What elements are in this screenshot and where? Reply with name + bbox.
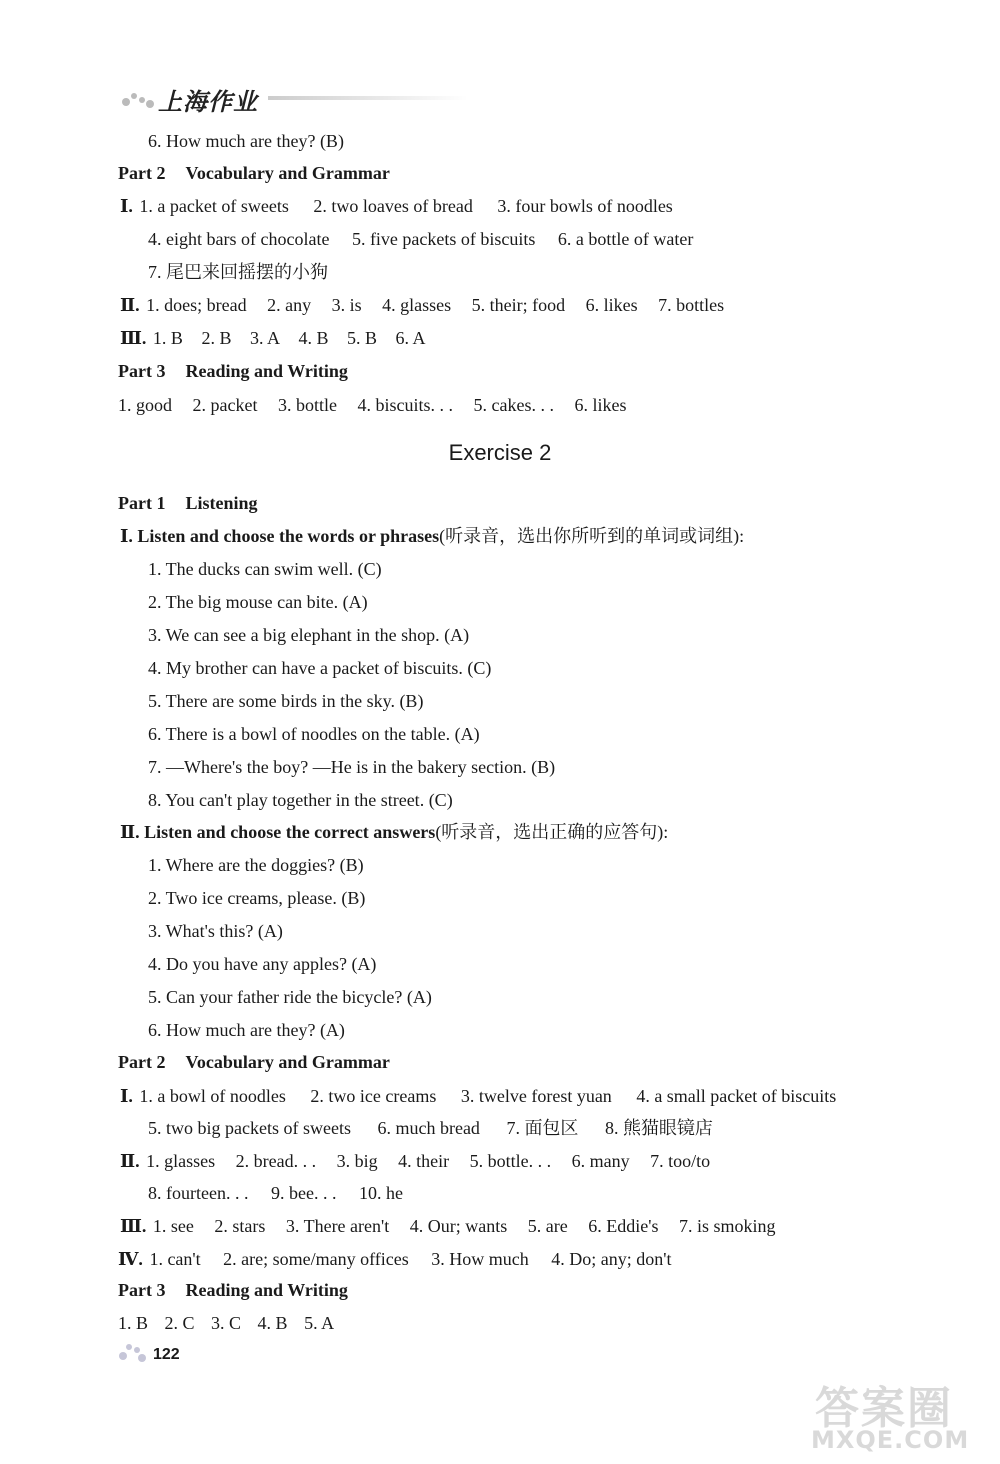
section-title: Vocabulary and Grammar (185, 163, 390, 183)
section-title: Reading and Writing (185, 361, 348, 381)
section-number: Part 1 (118, 493, 166, 513)
watermark-text: 答案圈 (815, 1383, 953, 1434)
answer-item: 6. A (395, 328, 426, 348)
answer-item: 1. does; bread (146, 295, 247, 315)
answer-item: 7. too/to (650, 1151, 711, 1171)
answer-item: 1. B (152, 328, 183, 348)
answer-item: 5. A (304, 1313, 335, 1333)
answer-item: 6. likes (585, 295, 638, 315)
question-instruction-cn: (听录音，选出你所听到的单词或词组): (439, 526, 745, 546)
answer-line: 5. Can your father ride the bicycle? (A) (148, 987, 432, 1007)
page-header (118, 78, 378, 118)
answer-item: 5. B (346, 328, 377, 348)
answer-item: 3. four bowls of noodles (497, 196, 673, 216)
answer-item: 4. B (298, 328, 329, 348)
answer-item: 6. many (571, 1151, 630, 1171)
answer-item: 4. glasses (382, 295, 452, 315)
answer-item: 4. their (398, 1151, 450, 1171)
question-instruction: Ⅱ. Listen and choose the correct answers (120, 822, 436, 842)
answer-item: 4. Our; wants (409, 1216, 508, 1236)
question-instruction: Ⅰ. Listen and choose the words or phrases (120, 526, 440, 546)
section-number: Part 3 (118, 1280, 166, 1300)
answer-item: 9. bee. . . (270, 1183, 337, 1203)
answer-item: 3. C (211, 1313, 242, 1333)
exercise-title: Exercise 2 (448, 440, 552, 465)
section-title: Reading and Writing (185, 1280, 348, 1300)
answer-item: 1. good (118, 395, 172, 415)
answer-item: 1. a packet of sweets (139, 196, 289, 216)
roman-label: Ⅲ. (120, 328, 147, 348)
answer-line: 8. You can't play together in the street. (C) (148, 790, 453, 810)
section-heading (118, 162, 390, 184)
answer-item: 6. a bottle of water (557, 229, 694, 249)
answer-item: 2. C (164, 1313, 195, 1333)
answer-item: 3. big (336, 1151, 378, 1171)
answer-item: 1. can't (149, 1249, 201, 1269)
answer-row: 7. 尾巴来回摇摆的小狗 (148, 262, 328, 282)
answer-item: 5. two big packets of sweets (148, 1118, 351, 1138)
answer-item: 2. packet (192, 395, 258, 415)
answer-row (120, 327, 426, 349)
answer-item: 7. is smoking (678, 1216, 776, 1236)
section-heading (118, 1279, 348, 1301)
answer-line: 6. There is a bowl of noodles on the table. (A) (148, 724, 480, 744)
roman-label: Ⅰ. (120, 196, 133, 216)
answer-item: 5. their; food (471, 295, 566, 315)
answer-item: 4. biscuits. . . (357, 395, 453, 415)
answer-item: 6. much bread (377, 1118, 480, 1138)
answer-item: 1. see (152, 1216, 194, 1236)
answer-row (148, 228, 693, 250)
answer-row (148, 1182, 403, 1204)
answer-item: 7. bottles (658, 295, 725, 315)
answer-row (120, 195, 673, 217)
answer-line: 2. Two ice creams, please. (B) (148, 888, 366, 908)
section-title: Vocabulary and Grammar (185, 1052, 390, 1072)
answer-item: 7. 面包区 (506, 1118, 579, 1138)
answer-row (120, 294, 724, 316)
answer-line: 7. —Where's the boy? —He is in the bakery section. (B) (148, 757, 556, 777)
answer-item: 6. Eddie's (588, 1216, 659, 1236)
answer-item: 3. There aren't (285, 1216, 390, 1236)
answer-item: 5. are (527, 1216, 568, 1236)
answer-line: 2. The big mouse can bite. (A) (148, 592, 368, 612)
answer-item: 8. 熊猫眼镜店 (604, 1118, 713, 1138)
answer-line: 1. The ducks can swim well. (C) (148, 559, 382, 579)
watermark (805, 1372, 995, 1462)
answer-item: 2. bread. . . (235, 1151, 317, 1171)
answer-item: 1. glasses (146, 1151, 216, 1171)
answer-item: 2. two ice creams (310, 1086, 437, 1106)
answer-item: 3. bottle (277, 395, 337, 415)
answer-item: 4. B (257, 1313, 288, 1333)
answer-item: 4. Do; any; don't (551, 1249, 672, 1269)
answer-item: 2. stars (214, 1216, 266, 1236)
page-number: 122 (153, 1346, 180, 1363)
answer-item: 2. any (267, 295, 312, 315)
answer-line: 4. My brother can have a packet of biscuits. (C) (148, 658, 492, 678)
answer-item: 2. B (201, 328, 232, 348)
answer-item: 1. B (118, 1313, 149, 1333)
answer-row (118, 1248, 672, 1270)
answer-item: 3. A (249, 328, 280, 348)
question-heading (120, 525, 744, 547)
answer-line: 1. Where are the doggies? (B) (148, 855, 364, 875)
section-heading (118, 492, 258, 514)
watermark-url: MXQE.COM (811, 1426, 970, 1454)
answer-row (120, 1215, 776, 1237)
page-footer (115, 1330, 315, 1370)
section-number: Part 3 (118, 361, 166, 381)
answer-item: 5. cakes. . . (473, 395, 554, 415)
answer-item: 5. five packets of biscuits (351, 229, 536, 249)
section-heading (118, 360, 348, 382)
answer-line: 6. How much are they? (A) (148, 1020, 345, 1040)
answer-row (120, 1150, 710, 1172)
answer-item: 1. a bowl of noodles (139, 1086, 286, 1106)
section-heading (118, 1051, 390, 1073)
answer-item: 4. a small packet of biscuits (636, 1086, 837, 1106)
answer-row (148, 1117, 713, 1139)
answer-item: 3. How much (431, 1249, 529, 1269)
roman-label: Ⅳ. (118, 1249, 143, 1269)
answer-line: 3. What's this? (A) (148, 921, 283, 941)
roman-label: Ⅱ. (120, 1151, 140, 1171)
answer-item: 2. are; some/many offices (223, 1249, 409, 1269)
roman-label: Ⅱ. (120, 295, 140, 315)
paw-print-icon (115, 1338, 149, 1366)
answer-row (120, 1085, 836, 1107)
section-number: Part 2 (118, 1052, 166, 1072)
answer-item: 3. is (331, 295, 362, 315)
answer-row (118, 394, 626, 416)
answer-item: 3. twelve forest yuan (460, 1086, 612, 1106)
question-instruction-cn: (听录音，选出正确的应答句): (435, 822, 669, 842)
question-heading (120, 821, 668, 843)
roman-label: Ⅰ. (120, 1086, 133, 1106)
answer-item: 5. bottle. . . (469, 1151, 552, 1171)
header-decoration (268, 96, 468, 100)
roman-label: Ⅲ. (120, 1216, 147, 1236)
answer-line: 6. How much are they? (B) (148, 131, 344, 151)
answer-item: 4. eight bars of chocolate (148, 229, 330, 249)
answer-line: 3. We can see a big elephant in the shop. (A) (148, 625, 470, 645)
section-number: Part 2 (118, 163, 166, 183)
answer-item: 6. likes (574, 395, 627, 415)
answer-item: 2. two loaves of bread (313, 196, 473, 216)
answer-item: 10. he (358, 1183, 403, 1203)
book-series-title: 上海作业 (158, 88, 258, 116)
paw-print-icon (118, 86, 158, 110)
answer-line: 4. Do you have any apples? (A) (148, 954, 377, 974)
answer-line: 5. There are some birds in the sky. (B) (148, 691, 424, 711)
section-title: Listening (185, 493, 258, 513)
answer-item: 8. fourteen. . . (148, 1183, 249, 1203)
